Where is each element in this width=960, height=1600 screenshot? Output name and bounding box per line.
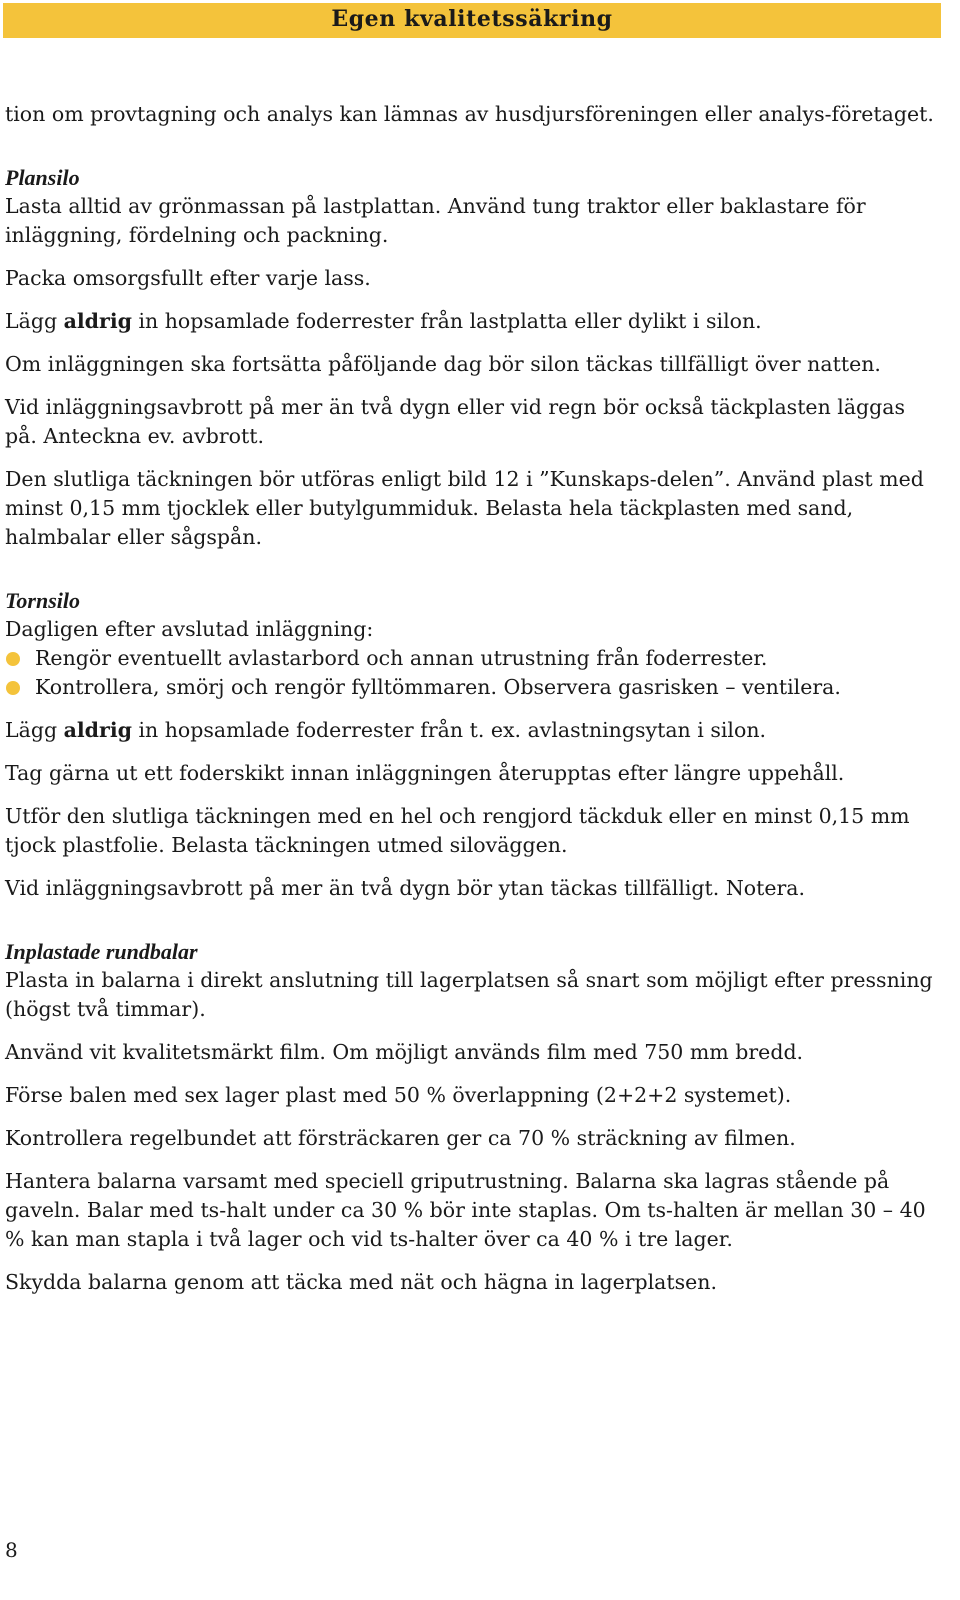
paragraph: Dagligen efter avslutad inläggning:: [5, 617, 374, 641]
paragraph: Förse balen med sex lager plast med 50 % överlappning (2+2+2 systemet).: [5, 1083, 792, 1107]
document-body: [5, 100, 940, 1311]
page-number: 8: [5, 1538, 18, 1562]
header-bar: [3, 3, 941, 38]
section-heading-plansilo: Plansilo: [5, 165, 80, 190]
paragraph: Packa omsorgsfullt efter varje lass.: [5, 266, 371, 290]
bullet-dot-icon: [6, 681, 20, 695]
list-item: [5, 673, 940, 702]
paragraph: Kontrollera regelbundet att försträckaren ger ca 70 % sträckning av filmen.: [5, 1126, 796, 1150]
paragraph: Hantera balarna varsamt med speciell griputrustning. Balarna ska lagras stående på gaveln. Balar med ts-halt under ca 30 % bör inte staplas. Om ts-halten är mellan 30 – 40 % kan man stapla i två lager och vid ts-halter över ca 40 % i tre lager.: [5, 1169, 926, 1251]
list-item: [5, 644, 940, 673]
text-span: in hopsamlade foderrester från lastplatta eller dylikt i silon.: [131, 309, 762, 333]
section-heading-rundbalar: Inplastade rundbalar: [5, 939, 198, 964]
paragraph: Utför den slutliga täckningen med en hel och rengjord täckduk eller en minst 0,15 mm tjock plastfolie. Belasta täckningen utmed siloväggen.: [5, 804, 910, 857]
list-item-text: Rengör eventuellt avlastarbord och annan utrustning från foderrester.: [35, 646, 768, 670]
page-title: Egen kvalitetssäkring: [331, 6, 613, 32]
paragraph: Lasta alltid av grönmassan på lastplattan. Använd tung traktor eller baklastare för inläggning, fördelning och packning.: [5, 194, 866, 247]
text-span: Lägg: [5, 309, 64, 333]
section-plansilo: [5, 163, 940, 552]
list-item-text: Kontrollera, smörj och rengör fylltömmaren. Observera gasrisken – ventilera.: [35, 675, 841, 699]
intro-paragraph: tion om provtagning och analys kan lämnas av husdjursföreningen eller analys-företaget.: [5, 102, 934, 126]
paragraph: Den slutliga täckningen bör utföras enligt bild 12 i ”Kunskaps-delen”. Använd plast med minst 0,15 mm tjocklek eller butylgummiduk. Belasta hela täckplasten med sand, halmbalar eller sågspån.: [5, 467, 924, 549]
text-span: in hopsamlade foderrester från t. ex. avlastningsytan i silon.: [131, 718, 767, 742]
paragraph: Vid inläggningsavbrott på mer än två dygn eller vid regn bör också täckplasten läggas på. Anteckna ev. avbrott.: [5, 395, 906, 448]
paragraph: Använd vit kvalitetsmärkt film. Om möjligt används film med 750 mm bredd.: [5, 1040, 804, 1064]
paragraph: Tag gärna ut ett foderskikt innan inläggningen återupptas efter längre uppehåll.: [5, 761, 845, 785]
paragraph-aldrig: [5, 716, 940, 745]
bullet-dot-icon: [6, 652, 20, 666]
emphasis: aldrig: [63, 309, 132, 333]
emphasis: aldrig: [63, 718, 132, 742]
paragraph: Plasta in balarna i direkt anslutning till lagerplatsen så snart som möjligt efter pressning (högst två timmar).: [5, 968, 933, 1021]
paragraph-aldrig: [5, 307, 940, 336]
section-tornsilo: [5, 586, 940, 903]
section-heading-tornsilo: Tornsilo: [5, 588, 81, 613]
paragraph: Om inläggningen ska fortsätta påföljande dag bör silon täckas tillfälligt över natten.: [5, 352, 881, 376]
section-rundbalar: [5, 937, 940, 1297]
paragraph: Skydda balarna genom att täcka med nät och hägna in lagerplatsen.: [5, 1270, 718, 1294]
bullet-list: [5, 644, 940, 702]
text-span: Lägg: [5, 718, 64, 742]
paragraph: Vid inläggningsavbrott på mer än två dygn bör ytan täckas tillfälligt. Notera.: [5, 876, 806, 900]
